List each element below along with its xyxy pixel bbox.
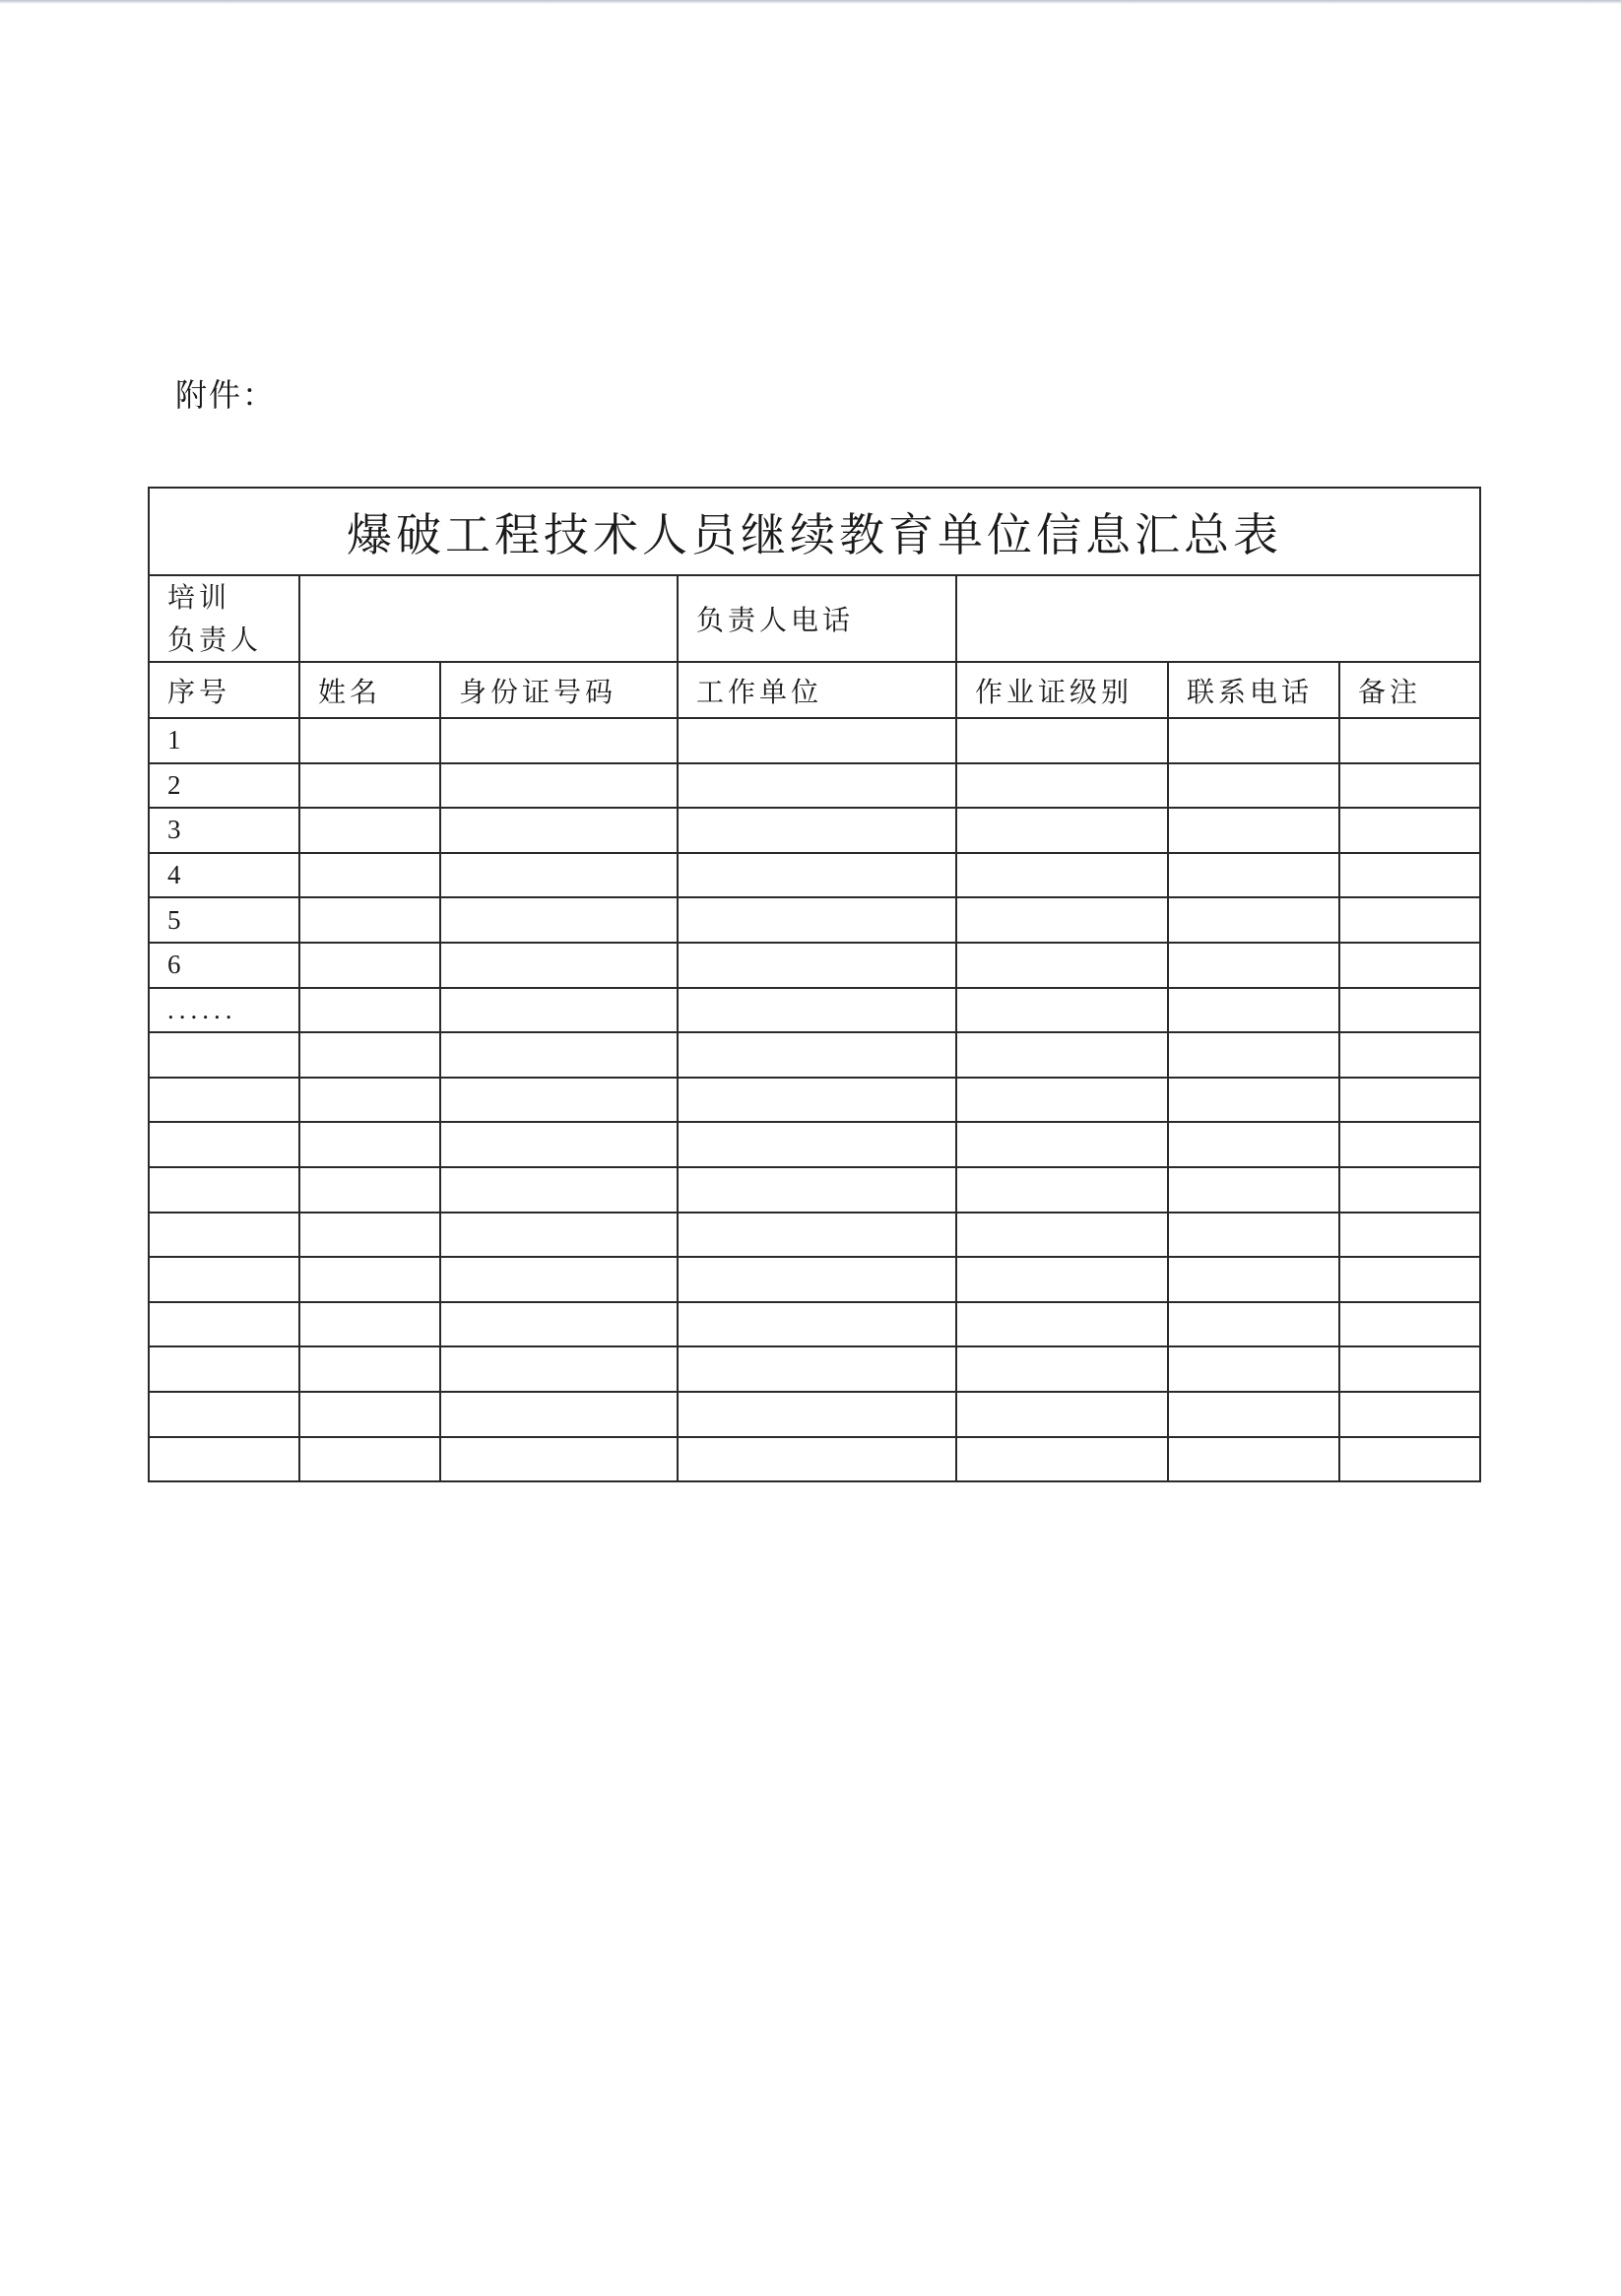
cell-contact-phone [1168,808,1339,853]
cell-contact-phone [1168,1437,1339,1482]
cell-id-number [440,1302,678,1347]
cell-index: 1 [149,718,299,763]
table-row [149,808,1480,853]
table-row [149,853,1480,898]
table-row [149,1032,1480,1078]
cell-remarks [1339,763,1480,809]
cell-contact-phone [1168,1213,1339,1258]
cell-contact-phone [1168,718,1339,763]
cell-remarks [1339,1213,1480,1258]
cell-remarks [1339,1302,1480,1347]
phone-value [956,575,1480,662]
cell-id-number [440,943,678,988]
cell-name [299,1437,440,1482]
cell-index [149,1167,299,1213]
cell-name [299,808,440,853]
cell-certificate-level [956,1257,1168,1302]
cell-certificate-level [956,943,1168,988]
cell-id-number [440,1437,678,1482]
cell-certificate-level [956,1078,1168,1123]
cell-index [149,1392,299,1437]
cell-work-unit [678,763,956,809]
cell-certificate-level [956,1392,1168,1437]
column-header-work-unit: 工作单位 [678,662,956,718]
table-row [149,1167,1480,1213]
cell-work-unit [678,1213,956,1258]
cell-work-unit [678,988,956,1033]
cell-remarks [1339,1257,1480,1302]
cell-work-unit [678,1078,956,1123]
cell-remarks [1339,853,1480,898]
cell-id-number [440,1346,678,1392]
trainer-value [299,575,678,662]
cell-id-number [440,1078,678,1123]
trainer-label-line2: 负责人 [167,623,263,656]
cell-contact-phone [1168,1122,1339,1167]
cell-remarks [1339,1032,1480,1078]
cell-work-unit [678,1122,956,1167]
table-row [149,1302,1480,1347]
summary-table [148,487,1481,1482]
cell-work-unit [678,853,956,898]
cell-certificate-level [956,808,1168,853]
column-header-id-number: 身份证号码 [440,662,678,718]
cell-index: 6 [149,943,299,988]
cell-contact-phone [1168,763,1339,809]
cell-name [299,1302,440,1347]
cell-contact-phone [1168,897,1339,943]
table-row [149,943,1480,988]
cell-id-number [440,1392,678,1437]
attachment-label: 附件： [175,376,277,414]
cell-contact-phone [1168,988,1339,1033]
table-row [149,897,1480,943]
cell-contact-phone [1168,1032,1339,1078]
cell-id-number [440,763,678,809]
column-header-contact-phone: 联系电话 [1168,662,1339,718]
table-title: 爆破工程技术人员继续教育单位信息汇总表 [149,488,1480,575]
cell-certificate-level [956,1167,1168,1213]
cell-work-unit [678,1437,956,1482]
scan-edge [0,0,1621,4]
cell-id-number [440,1257,678,1302]
cell-work-unit [678,1346,956,1392]
cell-id-number [440,1122,678,1167]
cell-name [299,943,440,988]
cell-name [299,1122,440,1167]
cell-index [149,1122,299,1167]
table-row [149,718,1480,763]
cell-certificate-level [956,1032,1168,1078]
cell-name [299,1346,440,1392]
cell-certificate-level [956,718,1168,763]
cell-index [149,1257,299,1302]
cell-work-unit [678,718,956,763]
cell-remarks [1339,718,1480,763]
cell-certificate-level [956,897,1168,943]
header-row [149,662,1480,718]
cell-contact-phone [1168,1392,1339,1437]
cell-name [299,1078,440,1123]
cell-id-number [440,808,678,853]
cell-id-number [440,1032,678,1078]
cell-certificate-level [956,853,1168,898]
column-header-remarks: 备注 [1339,662,1480,718]
cell-certificate-level [956,1122,1168,1167]
table-row [149,1392,1480,1437]
cell-contact-phone [1168,1257,1339,1302]
cell-index [149,1032,299,1078]
table-body [149,488,1480,1481]
cell-work-unit [678,943,956,988]
cell-index: ...... [149,988,299,1033]
cell-certificate-level [956,1302,1168,1347]
cell-name [299,1392,440,1437]
cell-id-number [440,897,678,943]
cell-work-unit [678,1032,956,1078]
cell-id-number [440,853,678,898]
cell-id-number [440,988,678,1033]
cell-name [299,1213,440,1258]
cell-id-number [440,1167,678,1213]
phone-label: 负责人电话 [678,575,956,662]
cell-name [299,1257,440,1302]
table-row [149,1257,1480,1302]
table-row [149,1346,1480,1392]
cell-work-unit [678,1302,956,1347]
cell-id-number [440,718,678,763]
table-row [149,1213,1480,1258]
cell-remarks [1339,897,1480,943]
cell-index [149,1346,299,1392]
cell-remarks [1339,1392,1480,1437]
cell-remarks [1339,1437,1480,1482]
cell-index [149,1213,299,1258]
cell-remarks [1339,1167,1480,1213]
table-row [149,1078,1480,1123]
cell-work-unit [678,808,956,853]
cell-contact-phone [1168,1167,1339,1213]
table-row [149,988,1480,1033]
cell-contact-phone [1168,1302,1339,1347]
cell-index [149,1302,299,1347]
trainer-label [149,575,299,662]
cell-remarks [1339,1078,1480,1123]
cell-index: 2 [149,763,299,809]
cell-name [299,1167,440,1213]
column-header-name: 姓名 [299,662,440,718]
cell-index: 5 [149,897,299,943]
cell-index: 4 [149,853,299,898]
column-header-certificate-level: 作业证级别 [956,662,1168,718]
cell-name [299,718,440,763]
cell-contact-phone [1168,853,1339,898]
cell-contact-phone [1168,943,1339,988]
cell-certificate-level [956,763,1168,809]
trainer-label-line1: 培训 [167,581,231,614]
cell-work-unit [678,1392,956,1437]
cell-index: 3 [149,808,299,853]
cell-certificate-level [956,1346,1168,1392]
cell-name [299,897,440,943]
cell-contact-phone [1168,1346,1339,1392]
column-header-index: 序号 [149,662,299,718]
cell-name [299,853,440,898]
cell-remarks [1339,808,1480,853]
cell-remarks [1339,1122,1480,1167]
cell-name [299,1032,440,1078]
cell-work-unit [678,1257,956,1302]
cell-id-number [440,1213,678,1258]
table-row [149,763,1480,809]
cell-certificate-level [956,1213,1168,1258]
cell-index [149,1078,299,1123]
cell-work-unit [678,897,956,943]
cell-remarks [1339,943,1480,988]
cell-remarks [1339,988,1480,1033]
cell-name [299,988,440,1033]
cell-certificate-level [956,988,1168,1033]
cell-contact-phone [1168,1078,1339,1123]
info-row [149,575,1480,662]
cell-name [299,763,440,809]
table-row [149,1437,1480,1482]
cell-remarks [1339,1346,1480,1392]
cell-certificate-level [956,1437,1168,1482]
title-row [149,488,1480,575]
cell-index [149,1437,299,1482]
cell-work-unit [678,1167,956,1213]
table-row [149,1122,1480,1167]
